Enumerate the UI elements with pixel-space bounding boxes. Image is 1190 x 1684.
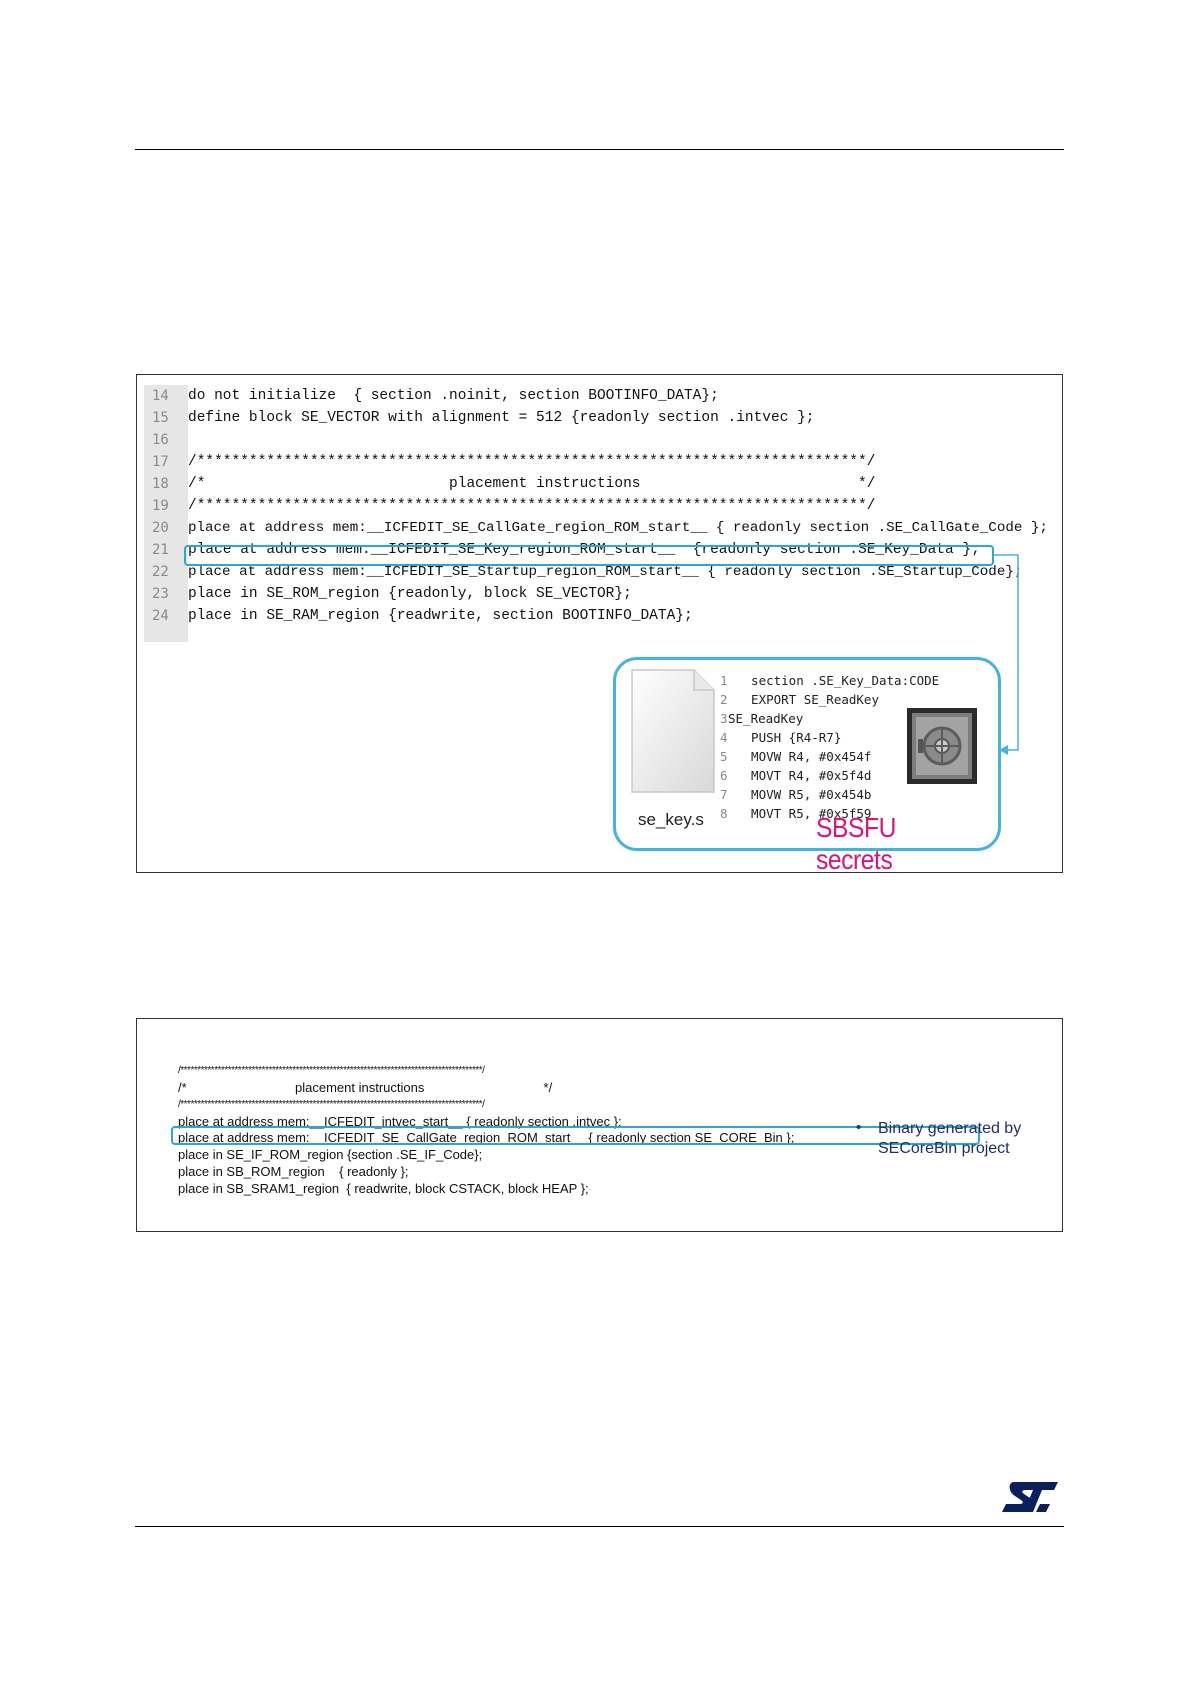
code-line: /* placement instructions */ [188, 476, 876, 492]
code-line: /*****************************************************************************/ [188, 454, 876, 470]
asm-line-number: 7 [720, 787, 728, 802]
asm-line: MOVT R5, #0x5f59 [736, 806, 872, 821]
line-number: 20 [152, 520, 169, 536]
asm-line-number: 1 [720, 673, 728, 688]
vault-safe-icon [906, 707, 978, 785]
asm-line: section .SE_Key_Data:CODE [736, 673, 940, 688]
asm-line-number: 6 [720, 768, 728, 783]
asm-line-number: 4 [720, 730, 728, 745]
asm-line: EXPORT SE_ReadKey [736, 692, 879, 707]
file-name-label: se_key.s [638, 810, 704, 829]
code-line: define block SE_VECTOR with alignment = 512 {readonly section .intvec }; [188, 410, 815, 426]
line-number: 19 [152, 498, 169, 514]
asm-line-number: 5 [720, 749, 728, 764]
asm-line: MOVW R4, #0x454f [736, 749, 872, 764]
code-line: /*****************************************************************************/ [188, 498, 876, 514]
se-key-callout [613, 657, 1001, 875]
code-line: place at address mem:__ICFEDIT_SE_Startup_region_ROM_start__ { readonly section .SE_Startup_Code}; [188, 564, 1023, 580]
asm-listing [716, 671, 940, 821]
code-line: do not initialize { section .noinit, section BOOTINFO_DATA}; [188, 388, 719, 404]
asm-line: PUSH {R4-R7} [736, 730, 842, 745]
header-rule [135, 149, 1064, 150]
code-line: place in SB_ROM_region { readonly }; [178, 1164, 409, 1179]
code-line: place in SE_RAM_region {readwrite, section BOOTINFO_DATA}; [188, 608, 693, 624]
line-number: 17 [152, 454, 169, 470]
line-number: 15 [152, 410, 169, 426]
line-number: 23 [152, 586, 169, 602]
code-line: place at address mem:__ICFEDIT_SE_CallGate_region_ROM_start__ { readonly section .SE_CallGate_Code }; [188, 520, 1048, 536]
file-icon [628, 666, 718, 796]
asm-line: MOVW R5, #0x454b [736, 787, 872, 802]
asm-line: SE_ReadKey [728, 711, 804, 726]
bullet-note: Binary generated by SECoreBin project [878, 1120, 1022, 1157]
line-number: 21 [152, 542, 169, 558]
code-line: /*****************************************************************************************/ [178, 1065, 485, 1076]
code-line-highlighted: place at address mem:__ICFEDIT_SE_Key_region_ROM_start__ {readonly section .SE_Key_Data }; [188, 542, 980, 558]
code-line: place at address mem:__ICFEDIT_intvec_start__ { readonly section .intvec }; [178, 1114, 622, 1129]
code-line-highlighted: place at address mem:__ICFEDIT_SE_CallGate_region_ROM_start__ { readonly section SE_CORE_Bin }; [178, 1130, 795, 1145]
footer-rule [135, 1526, 1064, 1527]
code-line: /* placement instructions */ [178, 1080, 553, 1095]
st-logo-icon [1000, 1480, 1060, 1514]
asm-line-number: 3 [720, 711, 728, 726]
asm-line: MOVT R4, #0x5f4d [736, 768, 872, 783]
asm-line-number: 8 [720, 806, 728, 821]
line-number: 22 [152, 564, 169, 580]
line-number: 24 [152, 608, 169, 624]
figure-linker-script-se-key [136, 374, 1063, 873]
code-line: place in SE_IF_ROM_region {section .SE_IF_Code}; [178, 1147, 483, 1162]
line-number: 18 [152, 476, 169, 492]
code-line: /*****************************************************************************************/ [178, 1099, 485, 1110]
code-line: place in SE_ROM_region {readonly, block SE_VECTOR}; [188, 586, 632, 602]
bullet-marker: • [856, 1119, 862, 1136]
line-number: 14 [152, 388, 169, 404]
code-line: place in SB_SRAM1_region { readwrite, block CSTACK, block HEAP }; [178, 1181, 589, 1196]
figure-linker-script-secorebin [136, 1018, 1063, 1232]
sbsfu-secrets-caption: SBSFU secrets [816, 812, 896, 875]
line-number: 16 [152, 432, 169, 448]
asm-line-number: 2 [720, 692, 728, 707]
